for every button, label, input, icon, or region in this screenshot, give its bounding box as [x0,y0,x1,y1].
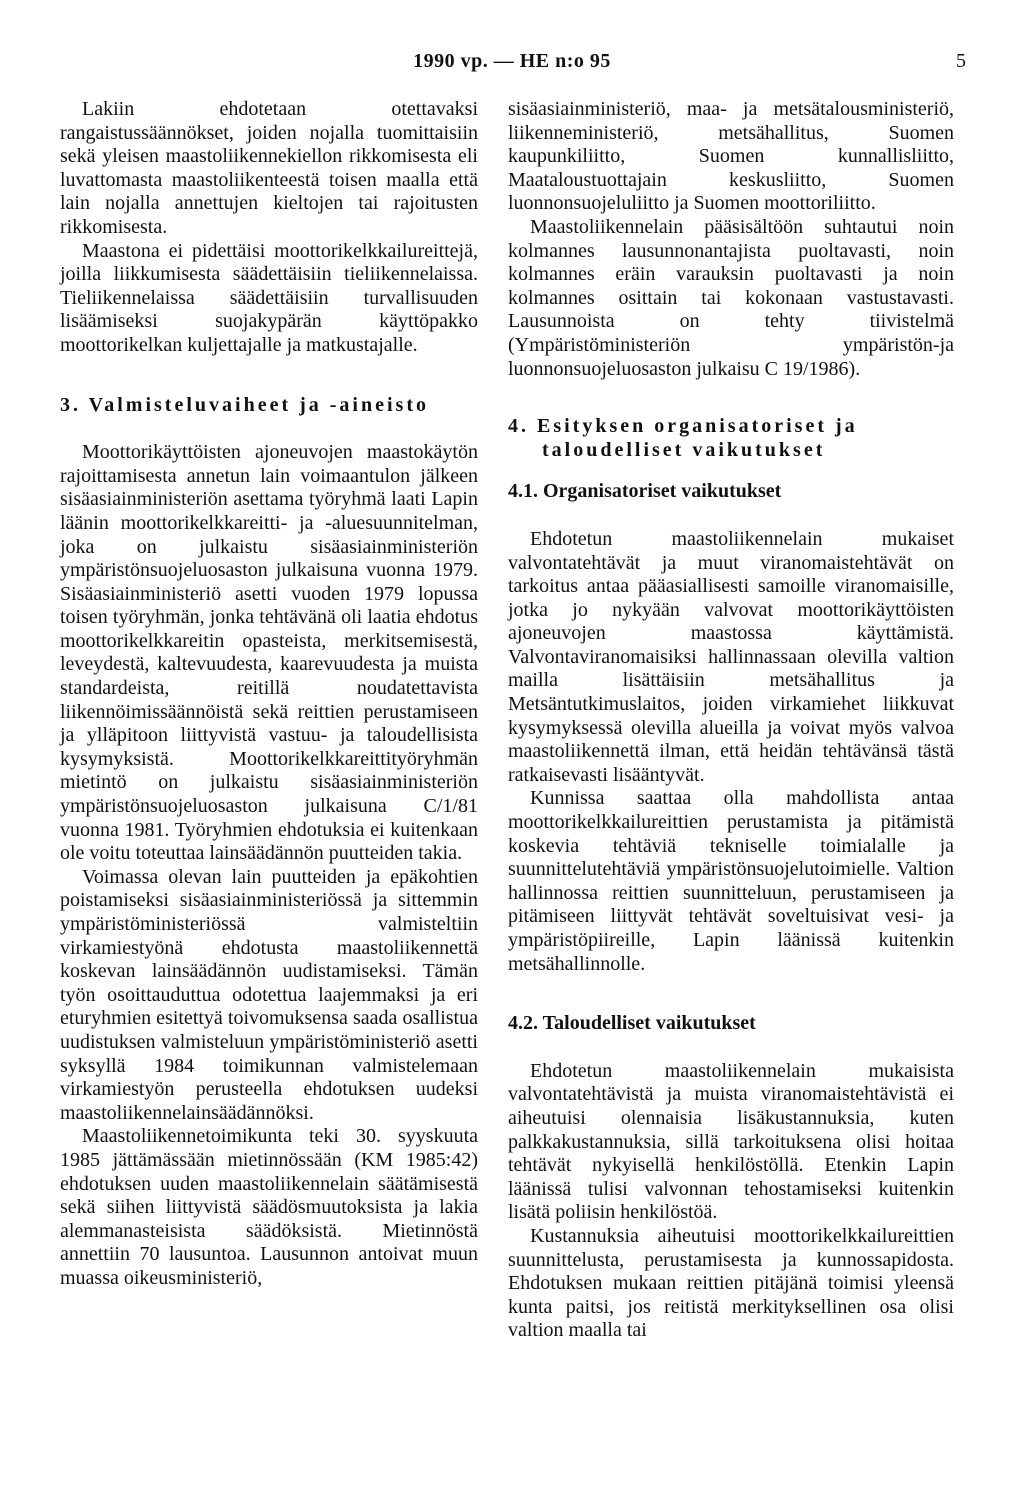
section-heading-3: 3. Valmisteluvaiheet ja -aineisto [60,393,429,416]
section-heading-4: 4. Esityksen organisatoriset ja [508,415,858,438]
page-header-title: 1990 vp. — HE n:o 95 [413,50,611,72]
paragraph: Maastona ei pidettäisi moottorikelkkailureittejä, joilla liikkumisesta säädettäisiin tieliikennelaissa. Tieliikennelaissa säädettäisiin turvallisuuden lisäämiseksi suojakypärän käyttöpakko moottorikelkan kuljettajalle ja matkustajalle. [60,239,478,356]
paragraph: Ehdotetun maastoliikennelain mukaisista valvontatehtävistä ja muista viranomaistehtävistä ei aiheutuisi olennaisia lisäkustannuksia, kuten palkkakustannuksia, sillä tarkoituksena olisi hoitaa tehtävät nykyisellä henkilöstöllä. Etenkin Lapin läänissä tulisi valvonnan tehostamiseksi kuitenkin lisätä poliisin henkilöstöä. [508,1059,954,1224]
paragraph: Maastoliikennelain pääsisältöön suhtautui noin kolmannes lausunnonantajista puoltavasti, noin kolmannes eräin varauksin puoltavasti ja noin kolmannes osittain tai kokonaan vastustavasti. Lausunnoista on tehty tiivistelmä (Ympäristöministeriön ympäristön-ja luonnonsuojeluosaston julkaisu C 19/1986). [508,215,954,380]
paragraph: Ehdotetun maastoliikennelain mukaiset valvontatehtävät ja muut viranomaistehtävät on tarkoitus antaa pääasiallisesti samoille viranomaisille, jotka jo nykyään valvovat moottorikäyttöisten ajoneuvojen maastossa käyttämistä. Valvontaviranomaisiksi hallinnassaan olevilla valtion mailla lisättäisiin metsähallitus ja Metsäntutkimuslaitos, joiden virkamiehet liikkuvat kysymyksessä olevilla alueilla ja voivat myös valvoa maastoliikennettä ilman, että heidän tehtävänsä tästä ratkaisevasti lisääntyvät. [508,527,954,786]
subsection-heading-4-2: 4.2. Taloudelliset vaikutukset [508,1012,756,1035]
paragraph: Voimassa olevan lain puutteiden ja epäkohtien poistamiseksi sisäasiainministeriössä ja sittemmin ympäristöministeriössä valmisteltiin virkamiestyönä ehdotusta maastoliikennettä koskevan lainsäädännön uudistamiseksi. Tämän työn osoittauduttua odotettua laajemmaksi ja eri eturyhmien esitettyä toivomuksensa saada osallistua uudistuksen valmisteluun ympäristöministeriö asetti syksyllä 1984 toimikunnan valmistelemaan virkamiestyön perusteella ehdotuksen uudeksi maastoliikennelainsäädännöksi. [60,865,478,1124]
page-header [0,50,1024,80]
spacer [60,417,478,441]
right-column [508,98,954,1343]
paragraph: Maastoliikennetoimikunta teki 30. syyskuuta 1985 jättämässään mietinnössään (KM 1985:42) ehdotuksen uuden maastoliikennelain säätämisestä sekä siihen liittyvistä säädösmuutoksista ja lakia alemmanasteisista säädöksistä. Mietinnöstä annettiin 70 lausuntoa. Lausunnon antoivat muun muassa oikeusministeriö, [60,1125,478,1289]
section-heading-4-cont: taloudelliset vaikutukset [542,438,826,461]
paragraph: Kustannuksia aiheutuisi moottorikelkkailureittien suunnittelusta, perustamisesta ja kunnossapidosta. Ehdotuksen mukaan reittien pitäjänä toimisi yleensä kunta paitsi, jos reitistä merkityksellinen osa olisi valtion maalla tai [508,1224,954,1342]
spacer [508,462,954,480]
spacer [60,358,478,394]
paragraph: Moottorikäyttöisten ajoneuvojen maastokäytön rajoittamisesta annetun lain voimaantulon jälkeen sisäasiainministeriön asettama työryhmä laati Lapin läänin moottorikelkkareitti- ja -aluesuunnitelman, joka on julkaistu sisäasiainministeriön ympäristönsuojeluosaston julkaisuna vuonna 1979. Sisäasiainministeriö asetti vuoden 1979 lopussa toisen työryhmän, jonka tehtävänä oli laatia ehdotus moottorikelkkareitin opasteista, merkitsemisestä, leveydestä, kaltevuudesta, kaarevuudesta ja muista standardeista, reitillä noudatettavista liikennöimissäännöistä sekä reittien perustamiseen ja ylläpitoon liittyvistä vastuu- ja taloudellisista kysymyksistä. Moottorikelkkareittityöryhmän mietintö on julkaistu sisäasiainministeriön ympäristönsuojeluosaston julkaisuna C/1/81 vuonna 1981. Työryhmien ehdotuksia ei kuitenkaan ole voitu toteuttaa lainsäädännön puutteiden takia. [60,441,478,865]
page-number: 5 [956,50,966,72]
spacer [508,1036,954,1060]
subsection-heading-4-1: 4.1. Organisatoriset vaikutukset [508,480,782,503]
paragraph: Lakiin ehdotetaan otettavaksi rangaistussäännökset, joiden nojalla tuomittaisiin sekä yleisen maastoliikennekiellon rikkomisesta eli luvattomasta maastoliikenteestä toisen maalla että lain nojalla annettujen kieltojen tai rajoitusten rikkomisesta. [60,98,478,238]
spacer [508,976,954,1012]
left-column [60,98,478,1291]
paragraph: Kunnissa saattaa olla mahdollista antaa moottorikelkkailureittien perustamista ja pitämistä koskevia tehtäviä tekniselle toimialalle ja suunnittelutehtäviä ympäristönsuojelutoimielle. Valtion hallinnossa reittien suunnitteluun, perustamiseen ja pitämiseen liittyvät tehtävät soveltuisivat vesi- ja ympäristöpiireille, Lapin läänissä kuitenkin metsähallinnolle. [508,787,954,975]
paragraph: sisäasiainministeriö, maa- ja metsätalousministeriö, liikenneministeriö, metsähallitus, Suomen kaupunkiliitto, Suomen kunnallisliitto, Maataloustuottajain keskusliitto, Suomen luonnonsuojeluliitto ja Suomen moottoriliitto. [508,98,954,215]
spacer [508,504,954,528]
spacer [508,381,954,415]
